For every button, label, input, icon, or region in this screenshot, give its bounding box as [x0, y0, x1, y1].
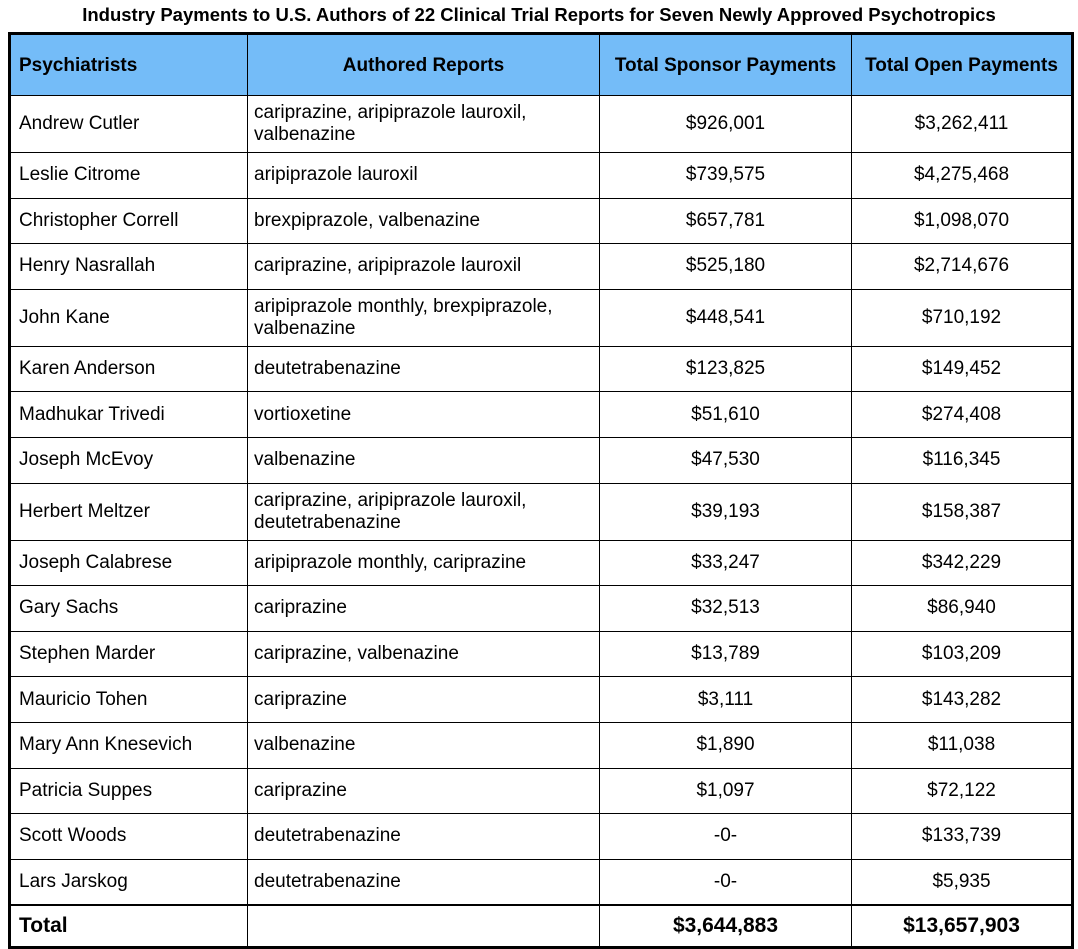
open-payment: $5,935 [852, 859, 1073, 905]
psychiatrist-name: Joseph McEvoy [10, 437, 248, 483]
table-row [10, 153, 1073, 199]
open-payment: $1,098,070 [852, 198, 1073, 244]
psychiatrist-name: John Kane [10, 289, 248, 346]
authored-reports: cariprazine, aripiprazole lauroxil [248, 244, 600, 290]
table-row [10, 437, 1073, 483]
authored-reports: cariprazine [248, 677, 600, 723]
payments-table [8, 32, 1074, 949]
open-payment: $133,739 [852, 814, 1073, 860]
table-row [10, 631, 1073, 677]
open-payment: $274,408 [852, 392, 1073, 438]
psychiatrist-name: Scott Woods [10, 814, 248, 860]
header-authored-reports: Authored Reports [248, 34, 600, 96]
table-row [10, 289, 1073, 346]
table-body [10, 96, 1073, 906]
authored-reports: aripiprazole lauroxil [248, 153, 600, 199]
psychiatrist-name: Herbert Meltzer [10, 483, 248, 540]
sponsor-payment: $657,781 [600, 198, 852, 244]
table-row [10, 586, 1073, 632]
authored-reports: vortioxetine [248, 392, 600, 438]
psychiatrist-name: Karen Anderson [10, 346, 248, 392]
open-payment: $86,940 [852, 586, 1073, 632]
psychiatrist-name: Mary Ann Knesevich [10, 722, 248, 768]
sponsor-payment: $33,247 [600, 540, 852, 586]
authored-reports: cariprazine [248, 586, 600, 632]
sponsor-payment: $1,890 [600, 722, 852, 768]
sponsor-payment: $47,530 [600, 437, 852, 483]
total-sponsor-payments: $3,644,883 [600, 905, 852, 948]
authored-reports: valbenazine [248, 722, 600, 768]
authored-reports: deutetrabenazine [248, 859, 600, 905]
sponsor-payment: $123,825 [600, 346, 852, 392]
authored-reports: deutetrabenazine [248, 814, 600, 860]
table-row [10, 814, 1073, 860]
psychiatrist-name: Madhukar Trivedi [10, 392, 248, 438]
sponsor-payment: $3,111 [600, 677, 852, 723]
open-payment: $143,282 [852, 677, 1073, 723]
sponsor-payment: $926,001 [600, 96, 852, 153]
psychiatrist-name: Andrew Cutler [10, 96, 248, 153]
header-row [10, 34, 1073, 96]
table-title: Industry Payments to U.S. Authors of 22 Clinical Trial Reports for Seven Newly Approved Psychotropics [82, 4, 996, 25]
total-open-payments: $13,657,903 [852, 905, 1073, 948]
open-payment: $158,387 [852, 483, 1073, 540]
table-row [10, 483, 1073, 540]
authored-reports: deutetrabenazine [248, 346, 600, 392]
table-row [10, 392, 1073, 438]
psychiatrist-name: Henry Nasrallah [10, 244, 248, 290]
open-payment: $342,229 [852, 540, 1073, 586]
psychiatrist-name: Stephen Marder [10, 631, 248, 677]
open-payment: $149,452 [852, 346, 1073, 392]
authored-reports: cariprazine, aripiprazole lauroxil, deutetrabenazine [248, 483, 600, 540]
table-row [10, 346, 1073, 392]
open-payment: $11,038 [852, 722, 1073, 768]
total-row [10, 905, 1073, 948]
total-reports [248, 905, 600, 948]
sponsor-payment: $13,789 [600, 631, 852, 677]
sponsor-payment: -0- [600, 859, 852, 905]
open-payment: $103,209 [852, 631, 1073, 677]
open-payment: $2,714,676 [852, 244, 1073, 290]
open-payment: $116,345 [852, 437, 1073, 483]
authored-reports: cariprazine, valbenazine [248, 631, 600, 677]
table-row [10, 198, 1073, 244]
authored-reports: valbenazine [248, 437, 600, 483]
psychiatrist-name: Christopher Correll [10, 198, 248, 244]
table-row [10, 722, 1073, 768]
psychiatrist-name: Lars Jarskog [10, 859, 248, 905]
sponsor-payment: $1,097 [600, 768, 852, 814]
open-payment: $72,122 [852, 768, 1073, 814]
table-row [10, 244, 1073, 290]
authored-reports: cariprazine [248, 768, 600, 814]
sponsor-payment: -0- [600, 814, 852, 860]
table-row [10, 859, 1073, 905]
sponsor-payment: $39,193 [600, 483, 852, 540]
authored-reports: aripiprazole monthly, brexpiprazole, valbenazine [248, 289, 600, 346]
psychiatrist-name: Gary Sachs [10, 586, 248, 632]
table-row [10, 540, 1073, 586]
sponsor-payment: $448,541 [600, 289, 852, 346]
header-total-sponsor-payments: Total Sponsor Payments [600, 34, 852, 96]
psychiatrist-name: Patricia Suppes [10, 768, 248, 814]
authored-reports: aripiprazole monthly, cariprazine [248, 540, 600, 586]
header-total-open-payments: Total Open Payments [852, 34, 1073, 96]
psychiatrist-name: Mauricio Tohen [10, 677, 248, 723]
authored-reports: brexpiprazole, valbenazine [248, 198, 600, 244]
sponsor-payment: $525,180 [600, 244, 852, 290]
open-payment: $3,262,411 [852, 96, 1073, 153]
total-label: Total [10, 905, 248, 948]
table-row [10, 96, 1073, 153]
sponsor-payment: $739,575 [600, 153, 852, 199]
open-payment: $4,275,468 [852, 153, 1073, 199]
sponsor-payment: $32,513 [600, 586, 852, 632]
sponsor-payment: $51,610 [600, 392, 852, 438]
open-payment: $710,192 [852, 289, 1073, 346]
authored-reports: cariprazine, aripiprazole lauroxil, valbenazine [248, 96, 600, 153]
header-psychiatrists: Psychiatrists [10, 34, 248, 96]
table-row [10, 677, 1073, 723]
table-row [10, 768, 1073, 814]
psychiatrist-name: Joseph Calabrese [10, 540, 248, 586]
psychiatrist-name: Leslie Citrome [10, 153, 248, 199]
